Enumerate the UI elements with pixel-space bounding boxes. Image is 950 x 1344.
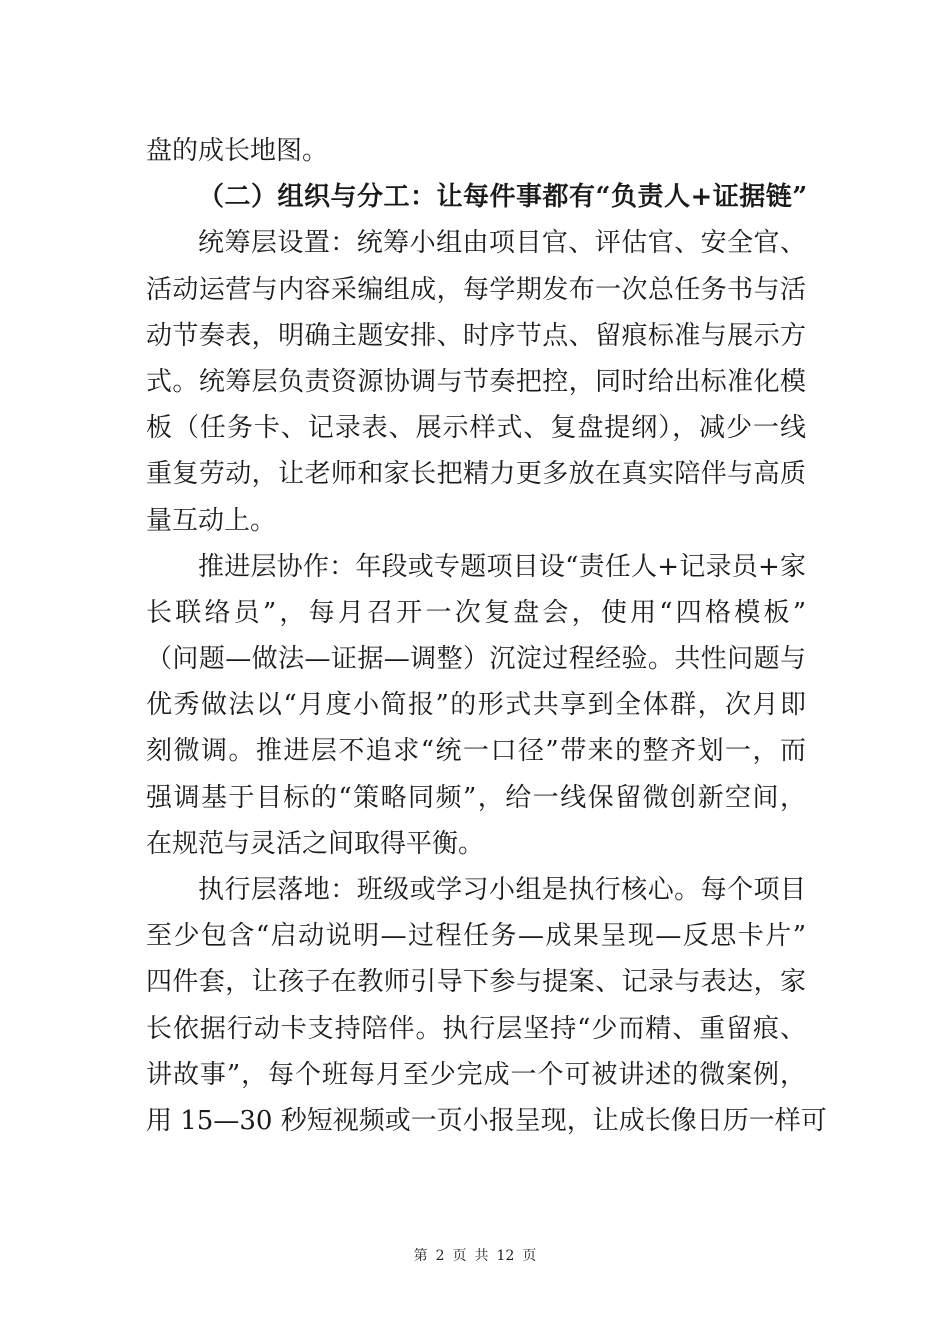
paragraph-line: 长依据行动卡支持陪伴。执行层坚持“少而精、重留痕、 xyxy=(146,1013,806,1044)
paragraph-line: 重复劳动，让老师和家长把精力更多放在真实陪伴与高质 xyxy=(146,459,806,490)
paragraph-line: 在规范与灵活之间取得平衡。 xyxy=(146,828,485,859)
paragraph-line: 式。统筹层负责资源协调与节奏把控，同时给出标准化模 xyxy=(146,366,806,397)
paragraph-line: 刻微调。推进层不追求“统一口径”带来的整齐划一，而 xyxy=(146,736,806,767)
paragraph-line: 四件套，让孩子在教师引导下参与提案、记录与表达，家 xyxy=(146,967,806,998)
paragraph-first-line: 统筹层设置：统筹小组由项目官、评估官、安全官、 xyxy=(198,228,806,259)
paragraph-line: 量互动上。 xyxy=(146,505,277,536)
footer-prefix: 第 xyxy=(413,1248,428,1264)
paragraph-first-line: 推进层协作：年段或专题项目设“责任人+记录员+家 xyxy=(198,551,806,582)
section-heading: （二）组织与分工：让每件事都有“负责人+证据链” xyxy=(198,182,808,213)
page-footer xyxy=(0,1246,950,1266)
paragraph-line: 用 15—30 秒短视频或一页小报呈现，让成长像日历一样可 xyxy=(146,1105,827,1136)
paragraph-first-line: 执行层落地：班级或学习小组是执行核心。每个项目 xyxy=(198,875,806,905)
footer-total-word: 共 xyxy=(474,1248,489,1264)
paragraph-line: 板（任务卡、记录表、展示样式、复盘提纲），减少一线 xyxy=(146,413,806,444)
paragraph-line: 动节奏表，明确主题安排、时序节点、留痕标准与展示方 xyxy=(146,320,806,351)
footer-page-number: 2 xyxy=(435,1248,445,1264)
paragraph-line: 至少包含“启动说明—过程任务—成果呈现—反思卡片” xyxy=(146,921,806,952)
paragraph-line: （问题—做法—证据—调整）沉淀过程经验。共性问题与 xyxy=(146,644,806,675)
paragraph-line: 讲故事”，每个班每月至少完成一个可被讲述的微案例， xyxy=(146,1059,806,1090)
paragraph-line: 优秀做法以“月度小简报”的形式共享到全体群，次月即 xyxy=(146,690,806,721)
footer-total-pages: 12 xyxy=(496,1248,515,1264)
paragraph-line: 盘的成长地图。 xyxy=(146,136,329,166)
paragraph-line: 强调基于目标的“策略同频”，给一线保留微创新空间， xyxy=(146,782,806,813)
footer-suffix: 页 xyxy=(522,1248,537,1264)
paragraph-line: 长联络员”，每月召开一次复盘会，使用“四格模板” xyxy=(146,597,806,628)
document-body xyxy=(146,128,827,1144)
paragraph-line: 活动运营与内容采编组成，每学期发布一次总任务书与活 xyxy=(146,274,806,305)
footer-page-word: 页 xyxy=(452,1248,467,1264)
